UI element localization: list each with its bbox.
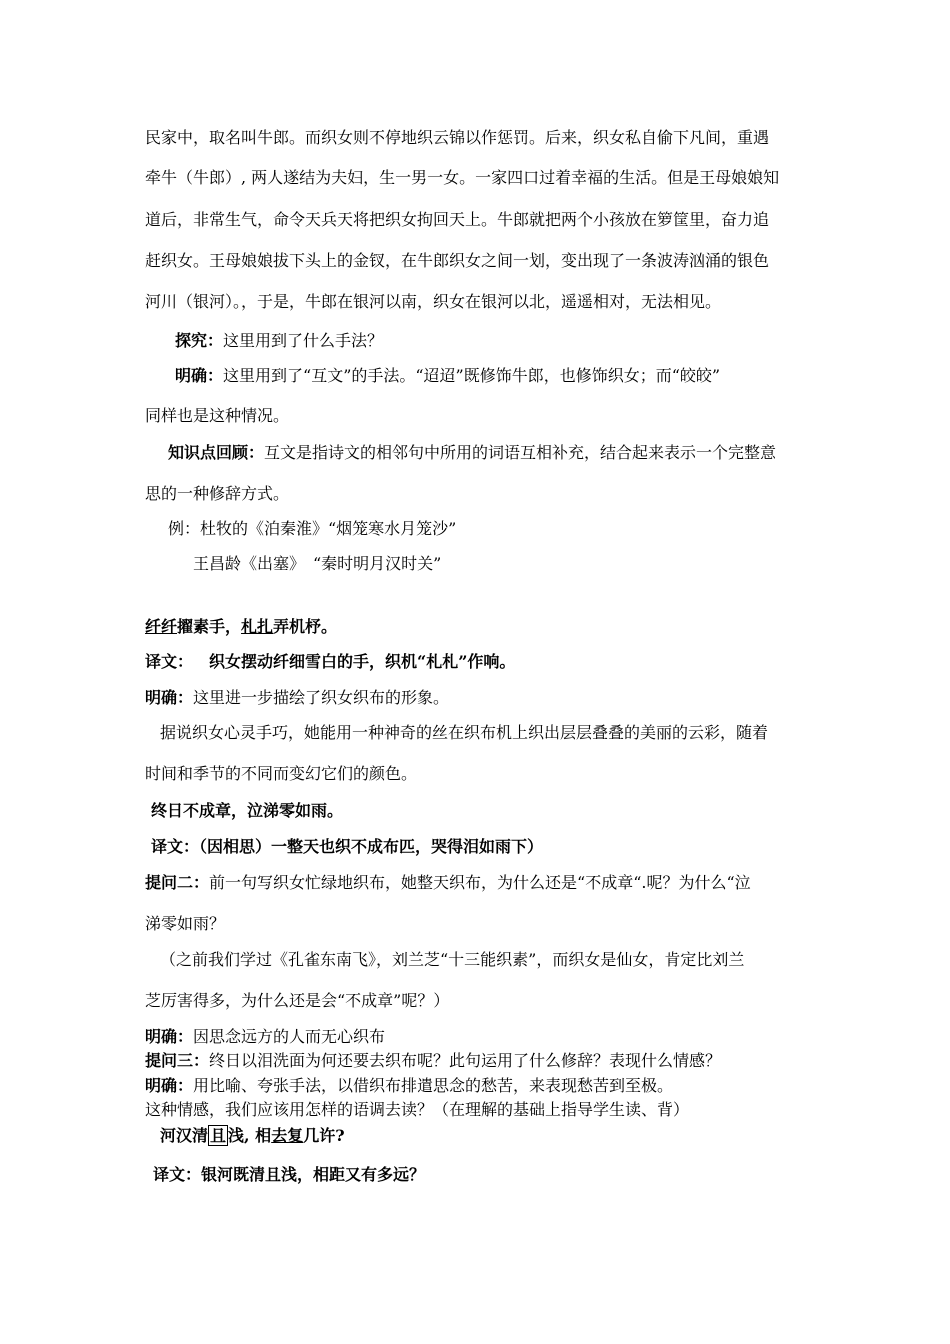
translation-text: 银河既清且浅，相距又有多远？ bbox=[201, 1165, 426, 1184]
question-two bbox=[145, 873, 751, 893]
paragraph-line: 民家中，取名叫牛郎。而织女则不停地织云锦以作惩罚。后来，织女私自偷下凡间，重遇 bbox=[145, 128, 770, 147]
paragraph-line: 时间和季节的不同而变幻它们的颜色。 bbox=[145, 764, 418, 783]
boxed-word: 且 bbox=[210, 1126, 227, 1145]
example-line: 王昌龄《出塞》 “秦时明月汉时关” bbox=[193, 554, 442, 573]
translation-text: 织女摆动纤细雪白的手，织机“札札”作响。 bbox=[209, 652, 516, 671]
paragraph-line: 芝厉害得多，为什么还是会“不成章”呢？） bbox=[145, 991, 450, 1010]
paragraph-line: 牵牛（牛郎）, 两人遂结为夫妇，生一男一女。一家四口过着幸福的生活。但是王母娘娘知 bbox=[145, 168, 780, 187]
question-label: 提问二： bbox=[145, 873, 210, 892]
explore-question bbox=[175, 331, 383, 351]
clarify-answer bbox=[175, 366, 720, 386]
clarify-label: 明确： bbox=[145, 1027, 194, 1046]
paragraph-line: 河川（银河）。，于是，牛郎在银河以南，织女在银河以北，遥遥相对，无法相见。 bbox=[145, 292, 722, 311]
clarify-label: 明确： bbox=[145, 688, 194, 707]
paragraph-line: 赶织女。王母娘娘拔下头上的金钗，在牛郎织女之间一划，变出现了一条波涛汹涌的银色 bbox=[145, 251, 770, 270]
clarify-answer bbox=[145, 1027, 385, 1047]
verse-line: 纤纤擢素手，札扎弄机杼。 bbox=[145, 617, 338, 636]
verse-line: 河汉清 且 浅, 相去复几许? bbox=[160, 1126, 345, 1145]
clarify-label: 明确： bbox=[145, 1076, 194, 1095]
clarify-text: 这里用到了“互文”的手法。“迢迢”既修饰牛郎，也修饰织女；而“皎皎” bbox=[223, 366, 721, 385]
explore-label: 探究： bbox=[175, 331, 224, 350]
review-label: 知识点回顾： bbox=[168, 443, 265, 462]
reading-guide: 这种情感，我们应该用怎样的语调去读？（在理解的基础上指导学生读、背） bbox=[145, 1100, 690, 1119]
question-label: 提问三： bbox=[145, 1051, 210, 1070]
knowledge-review-cont: 思的一种修辞方式。 bbox=[145, 484, 290, 503]
paragraph-line: 据说织女心灵手巧，她能用一种神奇的丝在织布机上织出层层叠叠的美丽的云彩，随着 bbox=[160, 723, 769, 742]
clarify-text: 这里进一步描绘了织女织布的形象。 bbox=[193, 688, 450, 707]
knowledge-review bbox=[168, 443, 776, 463]
verse-line: 终日不成章，泣涕零如雨。 bbox=[151, 801, 344, 820]
verse-word: 札扎 bbox=[241, 617, 274, 636]
verse-word: 去复 bbox=[271, 1126, 304, 1145]
explore-text: 这里用到了什么手法？ bbox=[223, 331, 384, 350]
clarify-text: 因思念远方的人而无心织布 bbox=[193, 1027, 386, 1046]
question-text: 前一句写织女忙绿地织布，她整天织布，为什么还是“不成章“.呢？为什么“泣 bbox=[209, 873, 751, 892]
verse-word: 纤纤 bbox=[145, 617, 178, 636]
paragraph-line: 道后，非常生气，命令天兵天将把织女拘回天上。牛郎就把两个小孩放在箩筐里，奋力追 bbox=[145, 210, 770, 229]
question-three bbox=[145, 1051, 721, 1071]
translation-label: 译文： bbox=[153, 1165, 202, 1184]
translation-line bbox=[151, 837, 543, 857]
clarify-answer bbox=[145, 1076, 673, 1096]
review-text: 互文是指诗文的相邻句中所用的词语互相补充，结合起来表示一个完整意 bbox=[264, 443, 777, 462]
example-line: 例：杜牧的《泊秦淮》“烟笼寒水月笼沙” bbox=[168, 519, 457, 538]
translation-line bbox=[145, 652, 515, 672]
clarify-label: 明确： bbox=[175, 366, 224, 385]
clarify-text: 用比喻、夸张手法，以借织布排遣思念的愁苦，来表现愁苦到至极。 bbox=[193, 1076, 674, 1095]
translation-label: 译文： bbox=[145, 652, 194, 671]
clarify-answer bbox=[145, 688, 449, 708]
question-two-cont: 涕零如雨？ bbox=[145, 914, 226, 933]
translation-text: （因相思）一整天也织不成布匹，哭得泪如雨下） bbox=[199, 837, 544, 856]
paragraph-line: （之前我们学过《孔雀东南飞》，刘兰芝“十三能织素”，而织女是仙女，肯定比刘兰 bbox=[160, 950, 745, 969]
question-text: 终日以泪洗面为何还要去织布呢？此句运用了什么修辞？表现什么情感？ bbox=[209, 1051, 722, 1070]
translation-line bbox=[153, 1165, 425, 1185]
clarify-answer-cont: 同样也是这种情况。 bbox=[145, 406, 290, 425]
translation-label: 译文： bbox=[151, 837, 200, 856]
